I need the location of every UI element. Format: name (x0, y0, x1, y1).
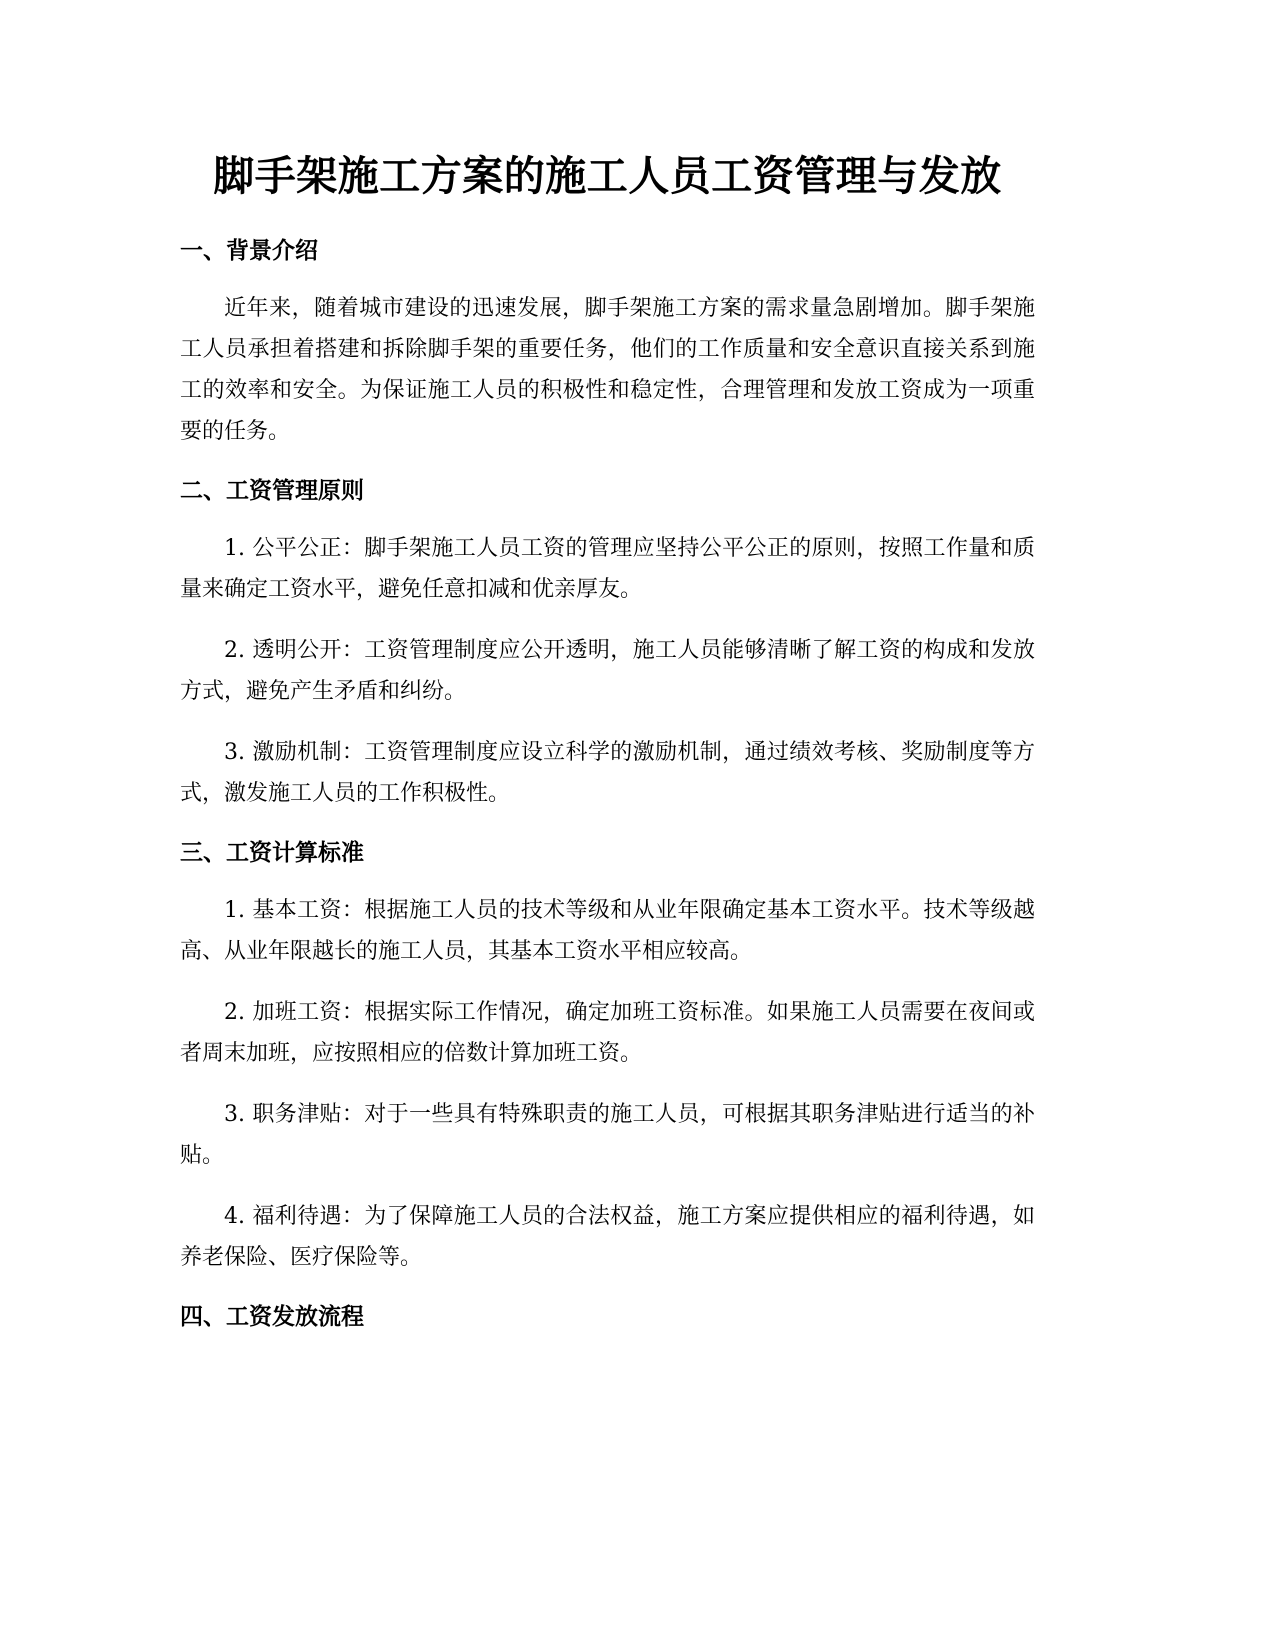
paragraph: 2. 透明公开：工资管理制度应公开透明，施工人员能够清晰了解工资的构成和发放方式，避免产生矛盾和纠纷。 (180, 638, 1035, 704)
section-payment-process (180, 1300, 1035, 1334)
paragraph: 1. 基本工资：根据施工人员的技术等级和从业年限确定基本工资水平。技术等级越高、从业年限越长的施工人员，其基本工资水平相应较高。 (180, 898, 1035, 964)
section-heading: 二、工资管理原则 (180, 478, 364, 504)
section-heading: 四、工资发放流程 (180, 1304, 364, 1330)
paragraph: 4. 福利待遇：为了保障施工人员的合法权益，施工方案应提供相应的福利待遇，如养老保险、医疗保险等。 (180, 1204, 1035, 1270)
section-salary-principles (180, 474, 1035, 814)
paragraph: 1. 公平公正：脚手架施工人员工资的管理应坚持公平公正的原则，按照工作量和质量来确定工资水平，避免任意扣减和优亲厚友。 (180, 536, 1035, 602)
paragraph: 2. 加班工资：根据实际工作情况，确定加班工资标准。如果施工人员需要在夜间或者周末加班，应按照相应的倍数计算加班工资。 (180, 1000, 1035, 1066)
section-heading: 三、工资计算标准 (180, 840, 364, 866)
section-heading: 一、背景介绍 (180, 238, 318, 264)
paragraph: 近年来，随着城市建设的迅速发展，脚手架施工方案的需求量急剧增加。脚手架施工人员承担着搭建和拆除脚手架的重要任务，他们的工作质量和安全意识直接关系到施工的效率和安全。为保证施工人员的积极性和稳定性，合理管理和发放工资成为一项重要的任务。 (180, 296, 1035, 444)
document-title: 脚手架施工方案的施工人员工资管理与发放 (213, 152, 1002, 200)
section-background (180, 234, 1035, 452)
document-page (180, 148, 1035, 1334)
paragraph: 3. 激励机制：工资管理制度应设立科学的激励机制，通过绩效考核、奖励制度等方式，激发施工人员的工作积极性。 (180, 740, 1035, 806)
section-salary-standards (180, 836, 1035, 1278)
paragraph: 3. 职务津贴：对于一些具有特殊职责的施工人员，可根据其职务津贴进行适当的补贴。 (180, 1102, 1035, 1168)
